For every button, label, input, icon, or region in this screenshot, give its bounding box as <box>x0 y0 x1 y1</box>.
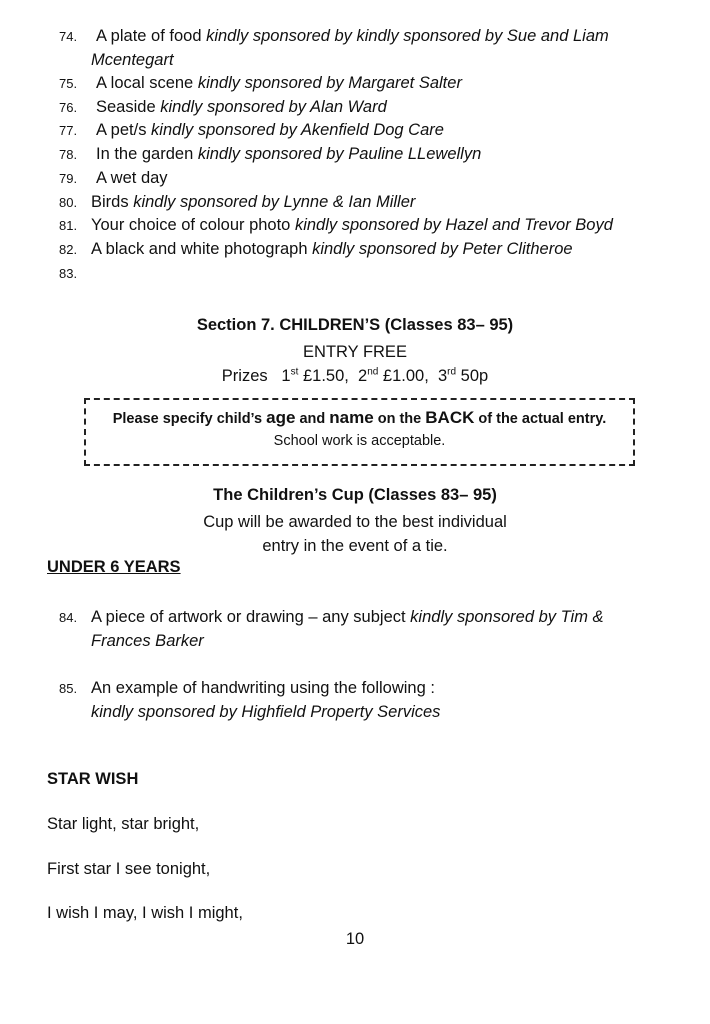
class-title: Seaside <box>96 98 161 116</box>
cup-title: The Children’s Cup (Classes 83– 95) <box>213 486 497 504</box>
class-number: 76. <box>59 100 78 115</box>
entry-notice-box <box>84 398 635 466</box>
class-title: A piece of artwork or drawing – any subject <box>91 608 411 626</box>
poem-line: I wish I may, I wish I might, <box>47 904 243 922</box>
section-title: Section 7. CHILDREN’S (Classes 83– 95) <box>196 316 514 334</box>
class-title: In the garden <box>96 145 198 163</box>
class-title: Birds <box>91 193 134 211</box>
prize-first: 1 <box>281 367 291 385</box>
prize-second: 2 <box>358 367 368 385</box>
class-number: 83. <box>59 266 78 281</box>
prize-second-suffix: nd <box>367 366 379 378</box>
school-work-note: School work is acceptable. <box>273 433 446 449</box>
prize-first-suffix: st <box>290 366 299 378</box>
class-sponsor: kindly sponsored by Peter Clitheroe <box>312 240 573 258</box>
class-sponsor: kindly sponsored by Pauline LLewellyn <box>197 145 482 163</box>
notice-back: BACK <box>425 408 475 427</box>
class-title: Your choice of colour photo <box>91 216 295 234</box>
class-number: 81. <box>59 218 78 233</box>
prize-first-amount: £1.50, <box>302 367 349 385</box>
cup-description-line-1: Cup will be awarded to the best individual <box>203 513 507 531</box>
prize-third-suffix: rd <box>447 366 457 378</box>
class-sponsor-continuation: Frances Barker <box>91 632 204 650</box>
class-sponsor-continuation: Mcentegart <box>91 51 174 69</box>
prizes-label: Prizes <box>221 367 268 385</box>
under-6-heading: UNDER 6 YEARS <box>47 558 181 576</box>
class-number: 80. <box>59 195 78 210</box>
cup-description-line-2: entry in the event of a tie. <box>262 537 448 555</box>
class-number: 77. <box>59 123 78 138</box>
class-number: 85. <box>59 681 78 696</box>
entry-notice-line: Please specify child’s age and name on the BACK of the actual entry. <box>112 408 607 427</box>
class-sponsor: kindly sponsored by Akenfield Dog Care <box>151 121 444 139</box>
class-number: 79. <box>59 171 78 186</box>
class-sponsor: kindly sponsored by Hazel and Trevor Boyd <box>294 216 613 234</box>
notice-name: name <box>329 408 374 427</box>
class-sponsor-continuation: kindly sponsored by Highfield Property Services <box>91 703 441 721</box>
class-number: 74. <box>59 29 78 44</box>
class-title: A pet/s <box>96 121 152 139</box>
class-title: An example of handwriting using the following : <box>91 679 435 697</box>
class-sponsor: kindly sponsored by Tim & <box>410 608 604 626</box>
prize-third-amount: 50p <box>460 367 489 385</box>
poem-title: STAR WISH <box>47 770 139 788</box>
class-title: A local scene <box>96 74 198 92</box>
class-title: A plate of food <box>96 27 207 45</box>
class-sponsor: kindly sponsored by Margaret Salter <box>197 74 462 92</box>
class-sponsor: kindly sponsored by kindly sponsored by Sue and Liam <box>206 27 609 45</box>
class-title: A black and white photograph <box>91 240 313 258</box>
entry-fee: ENTRY FREE <box>303 343 407 361</box>
poem-line: Star light, star bright, <box>47 815 200 833</box>
poem-line: First star I see tonight, <box>47 860 211 878</box>
prizes-line <box>0 364 710 388</box>
class-number: 82. <box>59 242 78 257</box>
class-title: A wet day <box>96 169 168 187</box>
class-number: 78. <box>59 147 78 162</box>
class-sponsor: kindly sponsored by Lynne & Ian Miller <box>133 193 416 211</box>
class-sponsor: kindly sponsored by Alan Ward <box>160 98 387 116</box>
class-number: 75. <box>59 76 78 91</box>
prize-second-amount: £1.00, <box>382 367 429 385</box>
notice-age: age <box>266 408 296 427</box>
page-number: 10 <box>345 930 365 948</box>
class-number: 84. <box>59 610 78 625</box>
prize-third: 3 <box>437 367 448 385</box>
